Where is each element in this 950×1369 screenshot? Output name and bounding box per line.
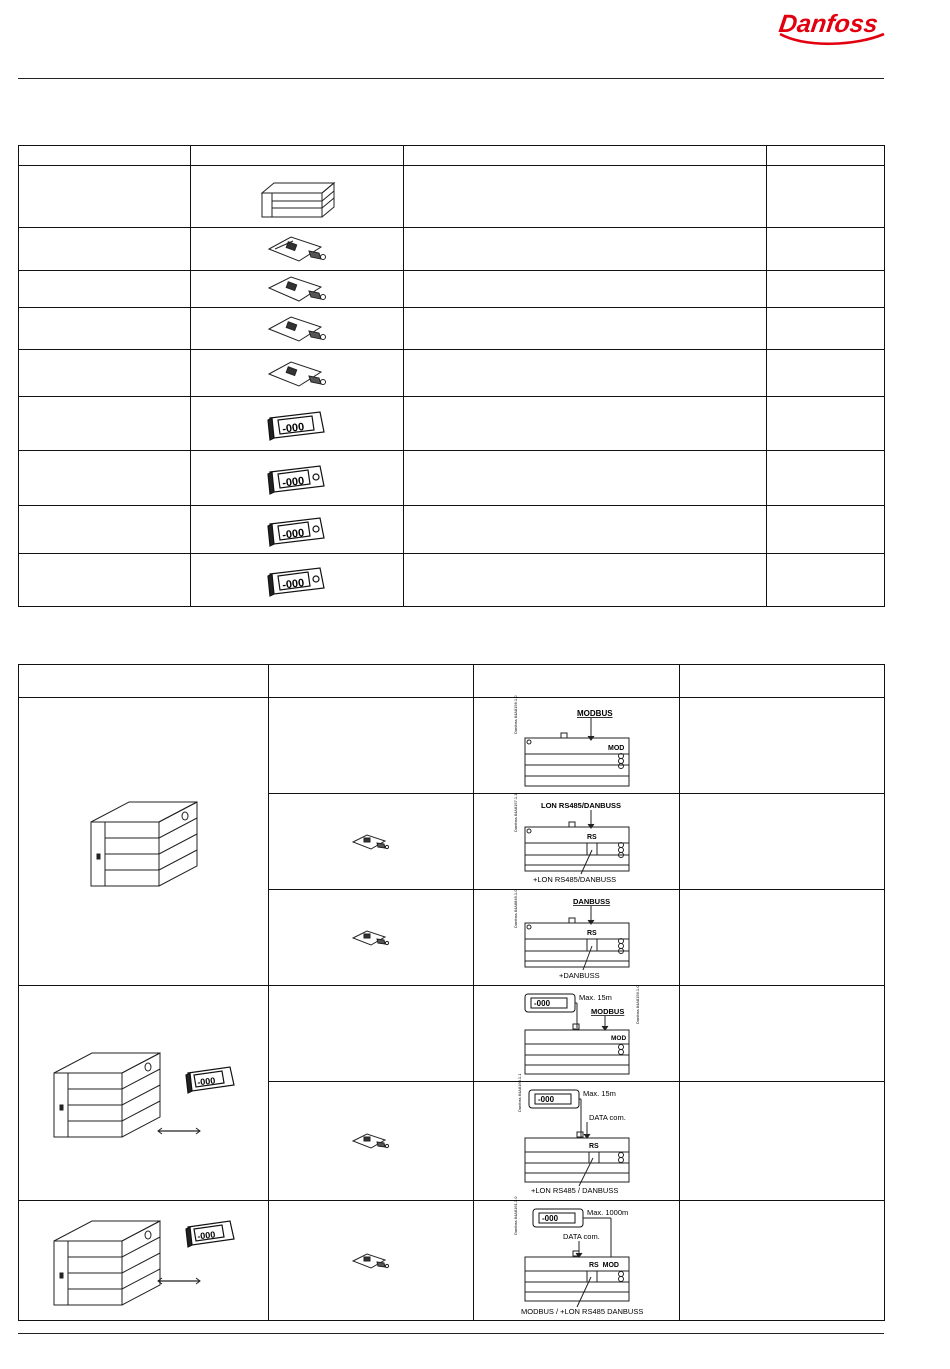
controller-with-remote-display-image <box>19 1201 269 1321</box>
display-reading: -000 <box>196 1228 216 1242</box>
rs-label: RS <box>586 929 597 937</box>
controller-with-display-image <box>19 986 269 1201</box>
display-reading: -000 <box>196 1075 216 1088</box>
mod-label: MOD <box>607 744 624 752</box>
display-unit-image <box>191 397 404 451</box>
danfoss-logo <box>776 4 888 46</box>
display-lon-wiring-diagram <box>474 1073 680 1201</box>
display-reading: -000 <box>537 1095 554 1104</box>
table-row <box>19 506 885 554</box>
display-long-code: Danfoss 84A8161.1.0 <box>512 1196 518 1235</box>
display-long-wiring-diagram <box>474 1196 680 1321</box>
communication-card-image <box>269 1201 474 1321</box>
table-row <box>19 397 885 451</box>
display-modbus-top-label: MODBUS <box>590 1006 624 1016</box>
display-reading: -000 <box>281 526 305 542</box>
header-cell <box>269 665 474 698</box>
display-lon-data-label: DATA com. <box>588 1113 626 1122</box>
communication-card-image <box>191 228 404 271</box>
table-header-row <box>19 146 885 166</box>
components-table <box>18 145 885 607</box>
display-modbus-code: Danfoss 84A8159.1.0 <box>634 985 640 1024</box>
communication-card-image <box>191 308 404 350</box>
display-modbus-distance: Max. 15m <box>578 992 612 1002</box>
table-row <box>19 986 885 1082</box>
table-row <box>19 271 885 308</box>
communication-card-image <box>269 794 474 890</box>
header-cell <box>474 665 680 698</box>
danbuss-wiring-diagram <box>474 890 680 986</box>
communication-card-image <box>191 350 404 397</box>
display-reading: -000 <box>533 998 550 1008</box>
header-cell <box>680 665 885 698</box>
danbuss-diagram-code: Danfoss 84A8849.1.0 <box>512 889 518 928</box>
danbuss-top-label: DANBUSS <box>572 896 610 906</box>
display-lon-distance: Max. 15m <box>582 1089 616 1098</box>
table-row <box>19 451 885 506</box>
table-row <box>19 166 885 228</box>
lon-rs485-wiring-diagram <box>474 794 680 890</box>
lon-diagram-code: Danfoss 84A8157.1.1 <box>512 793 518 832</box>
table-header-row <box>19 665 885 698</box>
header-divider <box>18 78 884 79</box>
table-row <box>19 350 885 397</box>
rs-label: RS <box>588 1143 599 1150</box>
communication-card-image <box>191 271 404 308</box>
display-long-bottom-label: MODBUS / +LON RS485 DANBUSS <box>520 1306 643 1316</box>
display-reading: -000 <box>541 1213 558 1223</box>
table-row <box>19 698 885 794</box>
table-row <box>19 308 885 350</box>
header-cell <box>19 665 269 698</box>
table-row <box>19 228 885 271</box>
display-reading: -000 <box>281 577 305 592</box>
display-reading: -000 <box>281 420 305 436</box>
rs-mod-label: RS MOD <box>588 1261 619 1269</box>
display-unit-image <box>191 506 404 554</box>
rs-label: RS <box>586 833 597 841</box>
display-long-data-label: DATA com. <box>562 1231 600 1241</box>
header-cell <box>19 146 191 166</box>
display-modbus-wiring-diagram <box>474 986 680 1082</box>
display-lon-bottom-label: +LON RS485 / DANBUSS <box>530 1186 618 1195</box>
header-cell <box>767 146 885 166</box>
connection-table <box>18 664 885 1321</box>
communication-card-image <box>269 890 474 986</box>
controller-module-image <box>19 698 269 986</box>
display-unit-image <box>191 554 404 607</box>
table-row <box>19 554 885 607</box>
footer-divider <box>18 1333 884 1334</box>
lon-bottom-label: +LON RS485/DANBUSS <box>532 874 616 884</box>
display-unit-image <box>191 451 404 506</box>
modbus-top-label: MODBUS <box>576 708 613 718</box>
modbus-diagram-code: Danfoss 84A8156.1.0 <box>512 695 518 734</box>
danfoss-logo-text: Danfoss <box>777 10 880 38</box>
display-reading: -000 <box>281 475 305 490</box>
header-cell <box>404 146 767 166</box>
display-lon-code: Danfoss 84A8160.1.1 <box>516 1073 522 1112</box>
mod-label: MOD <box>610 1034 626 1042</box>
modbus-wiring-diagram <box>474 695 680 794</box>
display-long-distance: Max. 1000m <box>586 1207 628 1217</box>
table-row <box>19 1201 885 1321</box>
controller-module-image <box>191 166 404 228</box>
danbuss-bottom-label: +DANBUSS <box>558 970 600 980</box>
lon-top-label: LON RS485/DANBUSS <box>540 800 621 810</box>
communication-card-image <box>269 1082 474 1201</box>
header-cell <box>191 146 404 166</box>
